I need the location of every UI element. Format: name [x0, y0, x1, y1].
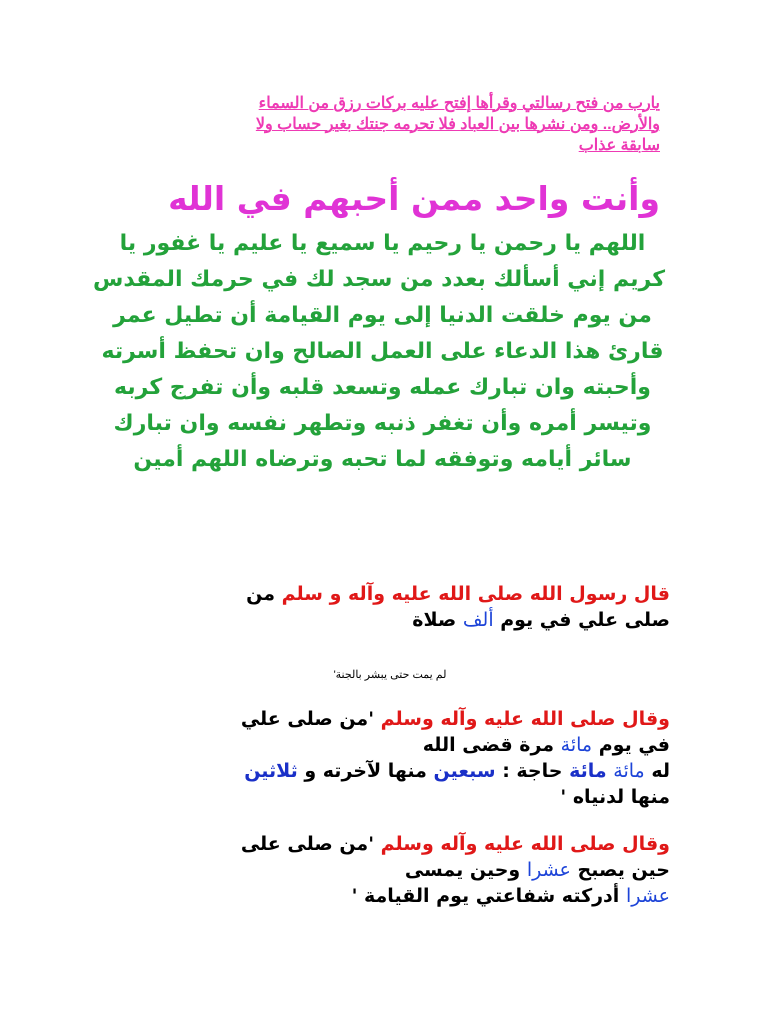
intro-paragraph — [130, 93, 660, 156]
hadith-highlight: مائة — [569, 760, 607, 782]
hadith-block-2 — [110, 706, 670, 810]
intro-line: سابقة عذاب — [578, 137, 660, 154]
hadith-block-3 — [110, 831, 670, 909]
hadith-text: له — [644, 760, 670, 782]
hadith-attribution: قال رسول الله صلى الله عليه وآله و سلم — [281, 583, 670, 605]
hadith-line: منها لدنياه ' — [560, 786, 670, 808]
prayer-line: من يوم خلقت الدنيا إلى يوم القيامة أن تطيل عمر — [113, 303, 652, 328]
intro-line: يارب من فتح رسالتي وقرأها إفتح عليه بركات رزق من السماء — [258, 95, 660, 112]
prayer-line: وتيسر أمره وأن تغفر ذنبه وتطهر نفسه وان تبارك — [113, 411, 652, 436]
prayer-line: اللهم يا رحمن يا رحيم يا سميع يا عليم يا غفور يا — [119, 231, 646, 256]
hadith-line — [110, 706, 670, 732]
hadith-text: حين يصبح — [570, 859, 670, 881]
prayer-paragraph — [93, 226, 665, 478]
hadith-highlight: عشرا — [526, 859, 571, 881]
hadith-text: صلى علي في يوم — [493, 609, 670, 631]
intro-line: والأرض.. ومن نشرها بين العباد فلا تحرمه جنتك بغير حساب ولا — [255, 116, 660, 133]
hadith-highlight: سبعين — [433, 760, 496, 782]
hadith-line — [110, 581, 670, 607]
hadith-line — [110, 732, 670, 758]
hadith-line — [110, 758, 670, 784]
hadith-block-1 — [110, 581, 670, 633]
hadith-line — [110, 831, 670, 857]
hadith-highlight: عشرا — [625, 885, 670, 907]
page-heading: وأنت واحد ممن أحبهم في الله — [168, 179, 660, 218]
hadith-highlight: ألف — [462, 609, 494, 631]
hadith-text: من — [246, 583, 282, 605]
hadith-text: منها لآخرته و — [297, 760, 434, 782]
hadith-text: في يوم — [592, 734, 670, 756]
hadith-text: مرة قضى الله — [422, 734, 561, 756]
hadith-highlight: ثلاثين — [244, 760, 298, 782]
hadith-highlight: مائة — [613, 760, 645, 782]
prayer-line: وأحبته وان تبارك عمله وتسعد قلبه وأن تفرج كربه — [114, 375, 651, 400]
hadith-text: أدركته شفاعتي يوم القيامة ' — [351, 885, 626, 907]
prayer-line: سائر أيامه وتوفقه لما تحبه وترضاه اللهم أمين — [133, 447, 632, 472]
hadith-text: حاجة : — [495, 760, 570, 782]
hadith-line — [110, 607, 670, 633]
hadith-highlight: مائة — [560, 734, 593, 756]
hadith-attribution: وقال صلى الله عليه وآله وسلم — [380, 708, 670, 730]
hadith-text: 'من صلى علي — [240, 708, 381, 730]
hadith-text: 'من صلى على — [240, 833, 381, 855]
hadith-text: وحين يمسى — [404, 859, 527, 881]
prayer-line: قارئ هذا الدعاء على العمل الصالح وان تحفظ أسرته — [101, 339, 664, 364]
hadith-line — [110, 883, 670, 909]
hadith-line — [110, 857, 670, 883]
hadith-text: صلاة — [412, 609, 463, 631]
small-note: لم يمت حتى يبشر بالجنة' — [333, 669, 447, 681]
prayer-line: كريم إني أسألك بعدد من سجد لك في حرمك المقدس — [93, 267, 665, 292]
hadith-attribution: وقال صلى الله عليه وآله وسلم — [380, 833, 670, 855]
